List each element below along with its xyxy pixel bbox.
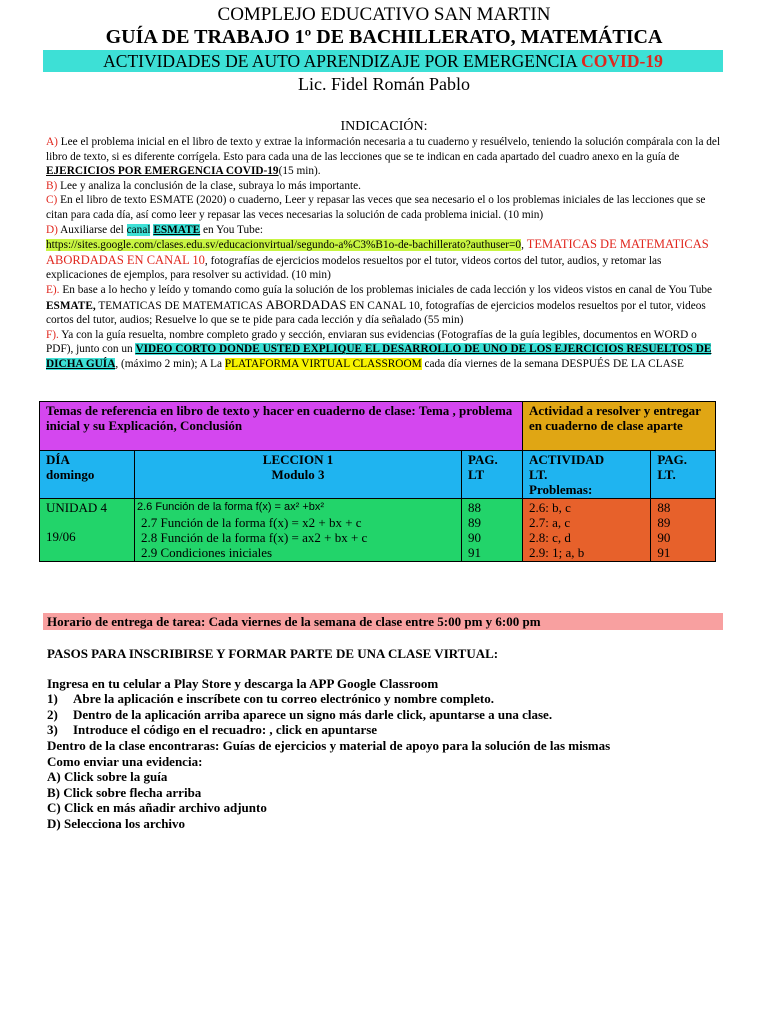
step-text: Dentro de la aplicación arriba aparece un signo más darle click, apuntarse a una clase. xyxy=(73,706,553,722)
page-number: 89 xyxy=(468,515,481,530)
step-e-big: ABORDADAS xyxy=(265,296,347,312)
step-e-text: En base a lo hecho y leído y tomando como guía la solución de los problemas iniciales de cada lección y los videos vistos en canal de You Tube xyxy=(59,283,713,296)
step-a-text: Lee el problema inicial en el libro de texto y extrae la información necesaria a tu cuaderno y resuélvelo, teniendo la solución compárala con la del libro de texto, si es diferente corrígela. Esto para cada una de las lecciones que se te indican en cada apartado del cuadro anexo en la guía de xyxy=(46,136,721,163)
act-problems: Problemas: xyxy=(529,482,593,497)
page-number: 91 xyxy=(468,545,481,560)
day-header xyxy=(40,451,135,499)
step-f-letter: F). xyxy=(46,328,59,341)
step-b xyxy=(46,179,722,194)
activity-header: Actividad a resolver y entregar en cuaderno de clase aparte xyxy=(523,402,716,451)
esmate-link[interactable]: ESMATE xyxy=(153,223,201,236)
canal-highlight: canal xyxy=(126,223,151,236)
evidence-item: D) Selecciona los archivo xyxy=(47,815,186,831)
activity-item: 2.9: 1; a, b xyxy=(529,545,585,560)
step-d-rest: , fotografías de ejercicios modelos resueltos por el tutor, videos cortos del tutor, audios, y retomar las explicaciones de ejemplos, para resolver su actividad. (10 min) xyxy=(46,254,662,282)
lessons-table xyxy=(39,401,716,562)
activity-item: 2.8: c, d xyxy=(529,530,571,545)
act-lt: LT. xyxy=(529,467,548,482)
step-number: 2) xyxy=(47,706,58,722)
step-item xyxy=(47,722,727,738)
indication-body xyxy=(46,135,722,372)
steps-title: PASOS PARA INSCRIBIRSE Y FORMAR PARTE DE UNA CLASE VIRTUAL: xyxy=(47,646,499,661)
page-number: 88 xyxy=(657,500,671,515)
table-body-row xyxy=(40,499,716,562)
step-e-text2: TEMATICAS DE MATEMATICAS xyxy=(95,299,266,312)
lt-label: LT xyxy=(468,467,485,482)
step-e-rest: EN CANAL 10, fotografías de ejercicios modelos resueltos por el tutor, videos cortos del tutor, audios; Resuelve lo que se te pide para cada lección y día señalado (55 min) xyxy=(46,299,706,327)
step-d-comma: , xyxy=(521,239,524,252)
step-text: Introduce el código en el recuadro: , click en apuntarse xyxy=(73,722,378,738)
day-label: DÍA xyxy=(46,452,70,467)
classroom-url-link[interactable]: https://sites.google.com/clases.edu.sv/educacionvirtual/segundo-a%C3%B1o-de-bachillerato?authuser=0 xyxy=(46,239,522,252)
page-number: 89 xyxy=(657,515,671,530)
date-value: 19/06 xyxy=(46,529,76,544)
step-d-letter: D) xyxy=(46,223,58,236)
evidence-item: C) Click en más añadir archivo adjunto xyxy=(47,800,267,816)
step-f-text: Ya con la guía resuelta, nombre completo grado y sección, enviaran sus evidencias (Fotografías de la guía legibles, documentos en WORD o PDF), junto con un xyxy=(46,328,697,356)
step-b-text: Lee y analiza la conclusión de la clase, subraya lo más importante. xyxy=(57,179,361,192)
lesson-item: 2.6 Función de la forma f(x) = ax² +bx² xyxy=(137,501,325,513)
guide-title: GUÍA DE TRABAJO 1º DE BACHILLERATO, MATEMÁTICA xyxy=(105,26,663,48)
step-a-time: (15 min). xyxy=(278,165,321,178)
step-d-youtube: en You Tube: xyxy=(200,223,263,236)
lessons-cell xyxy=(135,499,462,562)
pages-cell xyxy=(462,499,523,562)
step-c xyxy=(46,193,722,222)
step-c-letter: C) xyxy=(46,194,58,207)
page-number: 91 xyxy=(657,545,671,560)
pages2-cell xyxy=(651,499,716,562)
activities-cell xyxy=(523,499,651,562)
evidence-item: A) Click sobre la guía xyxy=(47,769,168,785)
lesson-item: 2.7 Función de la forma f(x) = x2 + bx + c xyxy=(141,515,362,530)
teacher-name: Lic. Fidel Román Pablo xyxy=(298,74,470,94)
activity-item: 2.7: a, c xyxy=(529,515,571,530)
step-text: Abre la aplicación e inscríbete con tu correo electrónico y nombre completo. xyxy=(73,691,494,707)
steps-how: Como enviar una evidencia: xyxy=(47,753,203,769)
unit-cell xyxy=(40,499,135,562)
platform-highlight: PLATAFORMA VIRTUAL CLASSROOM xyxy=(224,357,422,370)
activity-item: 2.6: b, c xyxy=(529,500,571,515)
school-name: COMPLEJO EDUCATIVO SAN MARTIN xyxy=(217,4,551,25)
step-b-letter: B) xyxy=(46,179,58,192)
step-f-text2: , (máximo 2 min); A La xyxy=(115,357,225,370)
step-d-text: Auxiliarse del xyxy=(57,223,127,236)
pag-label: PAG. xyxy=(468,452,498,467)
page-number: 90 xyxy=(657,530,671,545)
table-header-row xyxy=(40,402,716,451)
topics-header: Temas de referencia en libro de texto y hacer en cuaderno de clase: Tema , problema inicial y su Explicación, Conclusión xyxy=(40,402,523,451)
lesson-module: Modulo 3 xyxy=(271,467,325,482)
table-column-row xyxy=(40,451,716,499)
pag2-label: PAG. xyxy=(657,452,688,467)
page-number: 88 xyxy=(468,500,481,515)
step-a xyxy=(46,135,722,179)
act-label: ACTIVIDAD xyxy=(529,452,605,467)
lesson-header xyxy=(135,451,462,499)
pag2-header xyxy=(651,451,716,499)
covid-label: COVID-19 xyxy=(581,51,663,71)
video-highlight: VIDEO CORTO DONDE USTED EXPLIQUE EL DESARROLLO DE UNO DE LOS EJERCICIOS RESUELTOS DE DICHA GUÍA xyxy=(46,343,712,370)
steps-inside: Dentro de la clase encontraras: Guías de ejercicios y material de apoyo para la solución de las mismas xyxy=(47,737,611,753)
step-number: 3) xyxy=(47,722,58,738)
lesson-label: LECCION 1 xyxy=(262,452,334,467)
step-item xyxy=(47,691,727,707)
step-c-text: En el libro de texto ESMATE (2020) o cuaderno, Leer y repasar las veces que sea necesario el o los problemas iniciales de las lecciones que se citan para cada día, así como leer y repasar las veces necesarias la solución de cada problema inicial. (10 min) xyxy=(46,194,706,221)
step-d-red: TEMATICAS DE MATEMATICAS ABORDADAS EN CANAL 10 xyxy=(46,237,709,267)
step-f-rest: cada día viernes de la semana DESPUÉS DE LA CLASE xyxy=(421,357,684,370)
activities-banner xyxy=(43,50,723,72)
day-value: domingo xyxy=(46,467,95,482)
page-number: 90 xyxy=(468,530,481,545)
lesson-item: 2.9 Condiciones iniciales xyxy=(141,545,273,560)
step-d xyxy=(46,223,722,283)
step-e-bold: ESMATE, xyxy=(46,299,96,312)
indication-title: INDICACIÓN: xyxy=(340,119,428,134)
schedule-banner: Horario de entrega de tarea: Cada viernes de la semana de clase entre 5:00 pm y 6:00 pm xyxy=(43,613,723,630)
activity-col-header xyxy=(523,451,651,499)
lesson-item: 2.8 Función de la forma f(x) = ax2 + bx + c xyxy=(141,530,368,545)
step-e-letter: E). xyxy=(46,283,60,296)
step-f xyxy=(46,328,722,372)
step-a-letter: A) xyxy=(46,136,58,148)
step-number: 1) xyxy=(47,691,58,707)
step-e xyxy=(46,283,722,328)
activities-text: ACTIVIDADES DE AUTO APRENDIZAJE POR EMERGENCIA xyxy=(103,51,577,71)
evidence-item: B) Click sobre flecha arriba xyxy=(47,784,202,800)
classroom-steps xyxy=(47,646,727,832)
steps-intro: Ingresa en tu celular a Play Store y descarga la APP Google Classroom xyxy=(47,675,439,691)
pag-header xyxy=(462,451,523,499)
step-a-bold: EJERCICIOS POR EMERGENCIA COVID-19 xyxy=(46,165,279,178)
lt2-label: LT. xyxy=(657,467,676,482)
step-item xyxy=(47,707,727,723)
unit-value: UNIDAD 4 xyxy=(46,500,108,515)
